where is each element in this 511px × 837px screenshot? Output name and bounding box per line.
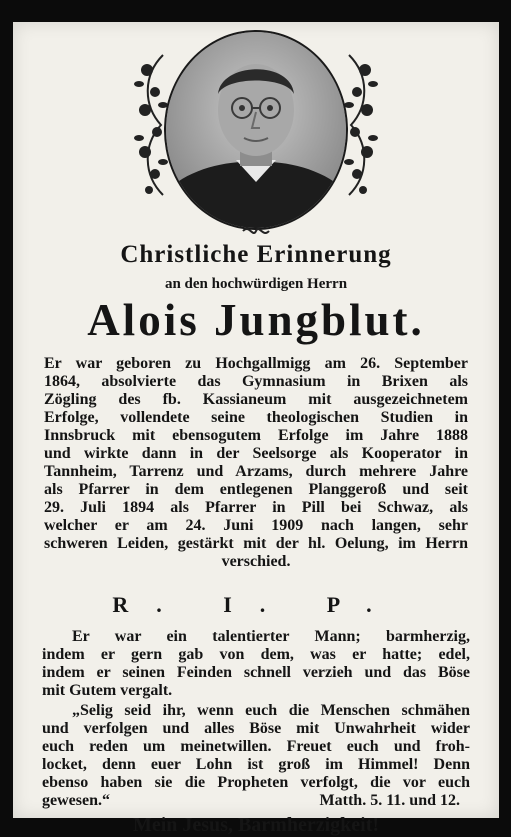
bio-line: verschied. — [221, 553, 291, 570]
bio-line: Innsbruck mit ebensogutem Erfolge im Jahre 1888 — [44, 427, 468, 444]
tribute-line: mit Gutem vergalt. — [42, 682, 173, 699]
tribute-line: indem er seinen Feinden schnell verzieh und das Böse — [42, 664, 470, 681]
bio-line: als Pfarrer in dem entlegenen Planggeroß und seit — [44, 481, 468, 498]
quote-line: locket, denn euer Lohn ist groß im Himmel! Denn — [42, 756, 470, 773]
bio-line: 29. Juli 1894 als Pfarrer in Pill bei Schwaz, als — [44, 499, 468, 516]
quote-line: ebenso haben sie die Propheten verfolgt, die vor euch — [42, 774, 470, 791]
tribute-line: Er war ein talentierter Mann; barmherzig, — [72, 628, 470, 645]
scripture-quote — [42, 702, 470, 810]
quote-line: und verfolgen und alles Böse mit Unwahrheit wider — [42, 720, 470, 737]
rip-heading: R. I. P. — [112, 592, 400, 617]
bio-line: 1864, absolvierte das Gymnasium in Brixen als — [44, 373, 468, 390]
bio-line: Tannheim, Tarrenz und Arzams, durch mehrere Jahre — [44, 463, 468, 480]
right-floral-ornament — [341, 50, 379, 200]
deceased-name: Alois Jungblut. — [87, 295, 425, 345]
priest-portrait-image — [166, 32, 346, 228]
bio-line: Erfolge, vollendete seine theologischen Studien in — [44, 409, 468, 426]
bottom-ornament — [241, 224, 271, 238]
portrait-photo — [166, 32, 346, 228]
card-subtitle: an den hochwürdigen Herrn — [164, 276, 348, 292]
character-tribute — [42, 628, 470, 700]
quote-last-words: gewesen.“ — [42, 792, 110, 809]
quote-line: euch reden um meinetwillen. Freuet euch und froh- — [42, 738, 470, 755]
quote-closing-line — [42, 792, 470, 810]
portrait-frame — [133, 26, 379, 236]
bio-line: und wirkte dann in der Seelsorge als Kooperator in — [44, 445, 468, 462]
quote-line: „Selig seid ihr, wenn euch die Menschen schmähen — [72, 702, 470, 719]
biography-text — [44, 355, 468, 571]
bio-line: schweren Leiden, gestärkt mit der hl. Oelung, im Herrn — [44, 535, 468, 552]
bio-line: Zögling des fb. Kassianeum mit ausgezeichnetem — [44, 391, 468, 408]
memorial-card — [13, 22, 499, 836]
card-title: Christliche Erinnerung — [120, 241, 392, 268]
closing-prayer: Mein Jesus, Barmherzigkeit! — [132, 814, 380, 836]
scripture-citation: Matth. 5. 11. und 12. — [319, 792, 460, 809]
tribute-line: indem er gern gab von dem, was er hatte; edel, — [42, 646, 470, 663]
bio-line: Er war geboren zu Hochgallmigg am 26. September — [44, 355, 468, 372]
bio-line: welcher er am 24. Juni 1909 nach langen, sehr — [44, 517, 468, 534]
